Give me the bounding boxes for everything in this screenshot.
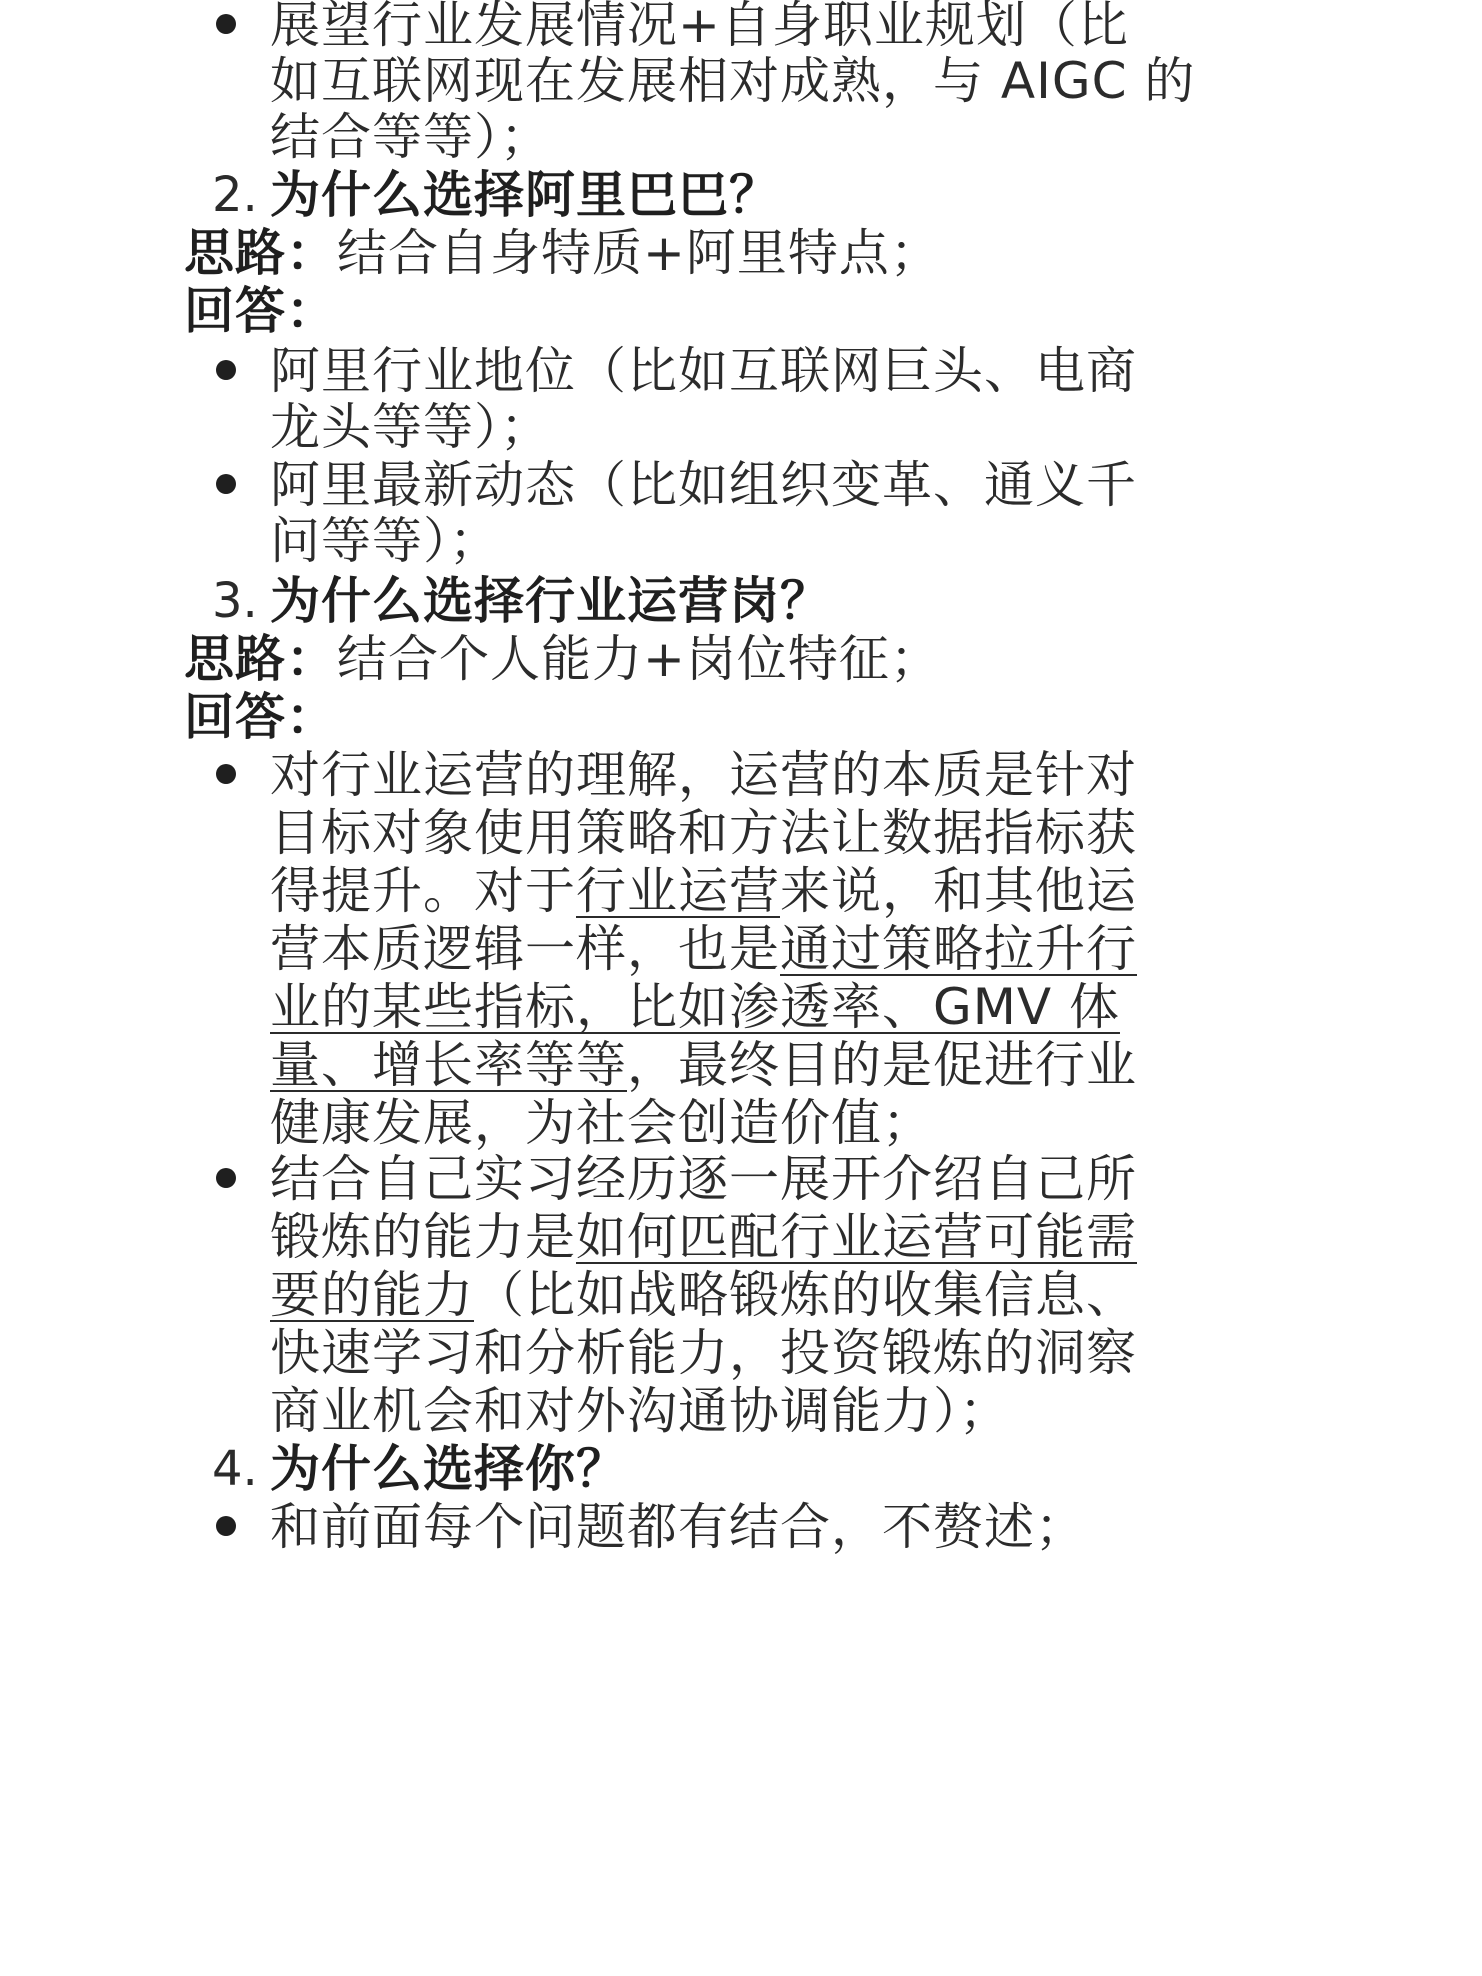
text-line: 健康发展，为社会创造价值； <box>270 1094 933 1152</box>
text-line: 阿里最新动态（比如组织变革、通义千 <box>270 456 1137 514</box>
text-line: 阿里行业地位（比如互联网巨头、电商 <box>270 342 1137 400</box>
text-run: ，最终目的是促进行业 <box>627 1036 1137 1094</box>
bullet-dot <box>216 474 236 494</box>
text-run: 得提升。对于 <box>270 862 576 920</box>
idea-text: 结合自身特质+阿里特点； <box>337 224 941 282</box>
list-number: 3. <box>212 573 258 629</box>
bullet-dot <box>216 764 236 784</box>
answer-label: 回答： <box>184 282 337 340</box>
text-line: 商业机会和对外沟通协调能力）； <box>270 1382 1010 1440</box>
underlined-text: 业的某些指标，比如渗透率、GMV 体 <box>270 978 1120 1036</box>
text-run: 来说，和其他运 <box>780 862 1137 920</box>
text-run: 营本质逻辑一样，也是 <box>270 920 780 978</box>
underlined-text: 通过策略拉升行 <box>780 920 1137 978</box>
list-number: 2. <box>212 167 258 223</box>
text-line: 结合自己实习经历逐一展开介绍自己所 <box>270 1150 1137 1208</box>
idea-label: 思路： <box>184 630 337 688</box>
underlined-text: 行业运营 <box>576 862 780 920</box>
bullet-dot <box>216 1168 236 1188</box>
text-line: 展望行业发展情况+自身职业规划（比 <box>270 0 1129 54</box>
underlined-text: 量、增长率等等 <box>270 1036 627 1094</box>
text-run: （比如战略锻炼的收集信息、 <box>474 1266 1137 1324</box>
text-line: 结合等等）； <box>270 108 551 166</box>
text-run: 锻炼的能力是 <box>270 1208 576 1266</box>
text-line: 快速学习和分析能力，投资锻炼的洞察 <box>270 1324 1137 1382</box>
bullet-dot <box>216 1516 236 1536</box>
answer-label: 回答： <box>184 688 337 746</box>
idea-text: 结合个人能力+岗位特征； <box>337 630 941 688</box>
text-line: 问等等）； <box>270 512 500 570</box>
question-title: 为什么选择阿里巴巴？ <box>270 166 780 224</box>
underlined-text: 如何匹配行业运营可能需 <box>576 1208 1137 1266</box>
question-title: 为什么选择行业运营岗？ <box>270 572 831 630</box>
text-line: 和前面每个问题都有结合，不赘述； <box>270 1498 1086 1556</box>
text-line: 龙头等等）； <box>270 398 551 456</box>
underlined-text: 要的能力 <box>270 1266 474 1324</box>
question-title: 为什么选择你？ <box>270 1440 627 1498</box>
text-line: 对行业运营的理解，运营的本质是针对 <box>270 746 1137 804</box>
bullet-dot <box>216 360 236 380</box>
list-number: 4. <box>212 1441 258 1497</box>
text-line: 目标对象使用策略和方法让数据指标获 <box>270 804 1137 862</box>
text-line: 如互联网现在发展相对成熟，与 AIGC 的 <box>270 52 1196 110</box>
bullet-dot <box>216 14 236 34</box>
idea-label: 思路： <box>184 224 337 282</box>
